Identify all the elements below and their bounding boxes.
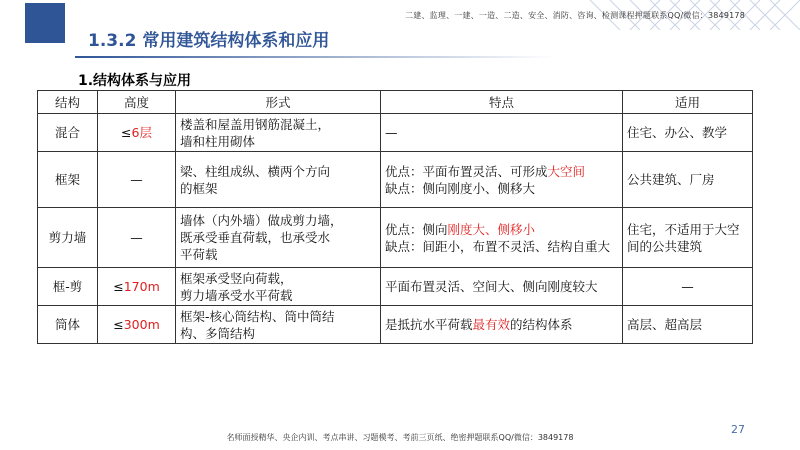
height-cell [98,114,176,152]
header-usage: 适用 [623,91,753,114]
feature-text: 是抵抗水平荷载 [385,317,473,332]
form-line: 梁、柱组成纵、横两个方向 [180,163,331,179]
form-line: 框架-核心筒结构、筒中筒结 [180,308,335,324]
structure-cell: 混合 [38,114,98,152]
feature-text: — [385,125,398,140]
table-row [38,306,753,344]
usage-cell: 公共建筑、厂房 [623,152,753,208]
height-value: 170m [123,279,160,294]
header-features: 特点 [381,91,623,114]
height-cell: — [98,152,176,208]
usage-cell: 住宅，不适用于大空间的公共建筑 [623,208,753,268]
table-header-row [38,91,753,114]
feature-advantage: 优点：平面布置灵活、可形成 [385,163,548,179]
page-number: 27 [731,423,745,436]
feature-cell [381,152,623,208]
usage-cell: — [623,268,753,306]
structure-cell: 框架 [38,152,98,208]
feature-highlight: 最有效 [472,317,511,332]
form-cell [176,306,381,344]
form-cell [176,152,381,208]
form-cell [176,114,381,152]
footer-contact-note: 名师面授精华、央企内训、考点串讲、习题模考、考前三页纸、绝密押题联系QQ/微信：3849178 [226,433,574,442]
usage-cell: 高层、超高层 [623,306,753,344]
table-row [38,152,753,208]
header-contact-note: 二建、监理、一建、一造、二造、安全、消防、咨询、检测课程押题联系QQ/微信：3849178 [405,11,745,20]
feature-advantage: 优点：侧向 [385,221,448,237]
section-title: 1.3.2 常用建筑结构体系和应用 [88,31,330,51]
table-row [38,114,753,152]
feature-cell [381,208,623,268]
height-cell [98,306,176,344]
header-form: 形式 [176,91,381,114]
feature-cell [381,114,623,152]
sub-title: 1.结构体系与应用 [78,73,192,89]
form-line: 平荷载 [180,247,218,262]
form-line: 剪力墙承受水平荷载 [180,287,293,303]
height-prefix: ≤ [113,279,124,294]
form-cell [176,268,381,306]
form-line: 框架承受竖向荷载， [180,270,293,286]
accent-bar [25,3,65,43]
feature-text: 的结构体系 [510,317,573,332]
form-line: 构、多筒结构 [180,325,256,341]
height-value: 300m [123,317,160,332]
feature-cell [381,306,623,344]
form-line: 楼盖和屋盖用钢筋混凝土， [180,116,331,132]
structure-cell: 框-剪 [38,268,98,306]
form-line: 墙和柱用砌体 [180,133,256,149]
height-value: 6层 [131,125,152,140]
title-underline [75,56,555,58]
form-line: 既承受垂直荷载，也承受水 [180,230,331,245]
table-row [38,268,753,306]
header-structure: 结构 [38,91,98,114]
structure-cell: 筒体 [38,306,98,344]
table-row [38,208,753,268]
height-cell: — [98,208,176,268]
form-line: 的框架 [180,180,218,196]
structure-cell: 剪力墙 [38,208,98,268]
form-cell [176,208,381,268]
header-height: 高度 [98,91,176,114]
feature-disadvantage: 缺点：侧向刚度小、侧移大 [385,180,536,196]
feature-highlight: 刚度大、侧移小 [447,221,536,237]
form-line: 墙体（内外墙）做成剪力墙， [180,213,343,228]
structure-system-table [37,90,753,344]
feature-cell: 平面布置灵活、空间大、侧向刚度较大 [381,268,623,306]
feature-highlight: 大空间 [547,163,586,179]
height-prefix: ≤ [113,317,124,332]
height-cell [98,268,176,306]
height-prefix: ≤ [121,125,132,140]
usage-cell: 住宅、办公、教学 [623,114,753,152]
feature-disadvantage: 缺点：间距小，布置不灵活、结构自重大 [385,238,611,254]
